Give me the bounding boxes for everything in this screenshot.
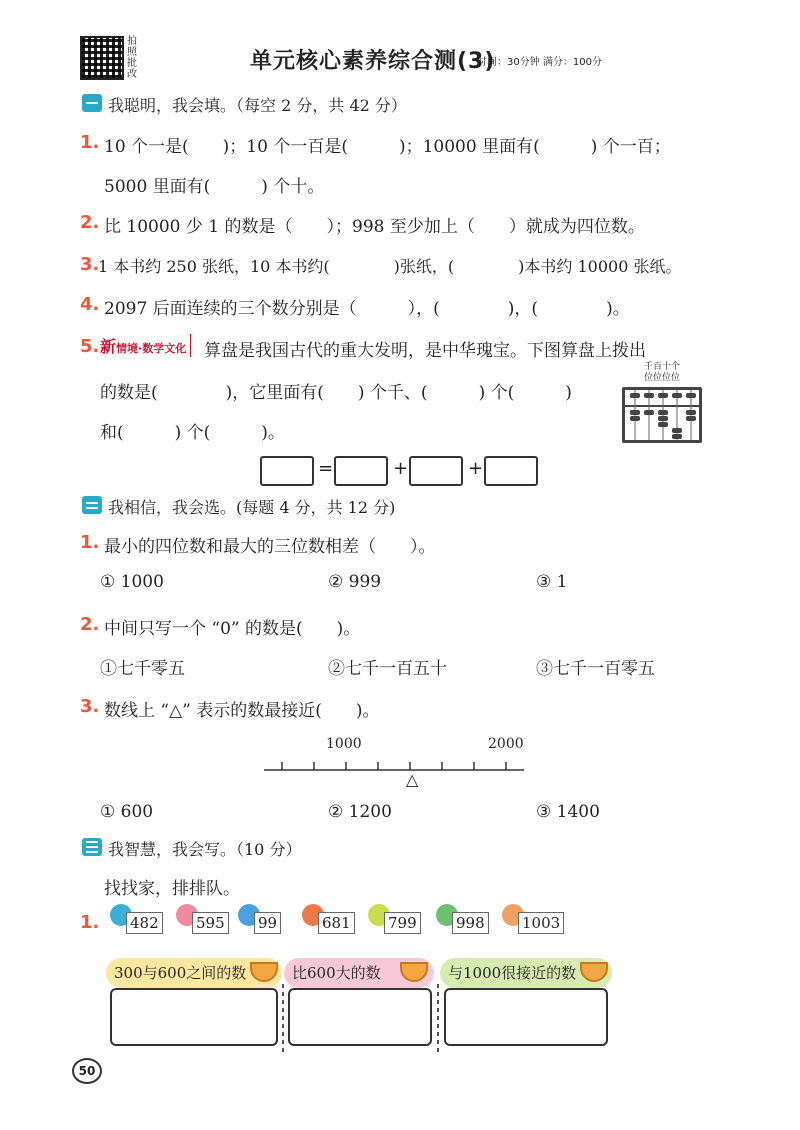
question-3: 1 本书约 250 张纸，10 本书约( )张纸，( )本书约 10000 张纸。 xyxy=(98,257,682,276)
divider xyxy=(282,982,284,1052)
bowl-icon xyxy=(400,962,428,982)
question-number: 2. xyxy=(80,614,100,635)
option-b[interactable]: ②七千一百五十 xyxy=(328,659,447,679)
abacus-place-label: 千百十个位位位位 xyxy=(643,362,680,383)
answer-box-part-1[interactable] xyxy=(334,456,388,486)
abacus-drawing xyxy=(625,390,699,440)
option-b[interactable]: ② 999 xyxy=(328,572,382,592)
equals-sign: = xyxy=(318,458,334,479)
answer-box-300-600[interactable] xyxy=(110,988,278,1046)
choice-question-1: 最小的四位数和最大的三位数相差（ ）。 xyxy=(104,537,436,557)
abacus-image xyxy=(622,387,702,443)
tick-label-2000: 2000 xyxy=(488,736,524,752)
number-card: 1003 xyxy=(518,912,564,934)
choice-question-3: 数线上 “△” 表示的数最接近( )。 xyxy=(104,701,380,721)
question-number: 1. xyxy=(80,132,100,153)
number-card: 799 xyxy=(384,912,421,934)
section-three-heading: 我智慧，我会写。（10 分） xyxy=(108,840,302,859)
question-number: 3. xyxy=(80,696,100,717)
question-number: 1. xyxy=(80,912,100,933)
question-number: 5. xyxy=(80,336,100,357)
option-b[interactable]: ② 1200 xyxy=(328,802,392,822)
option-a[interactable]: ① 1000 xyxy=(100,572,164,592)
number-card: 482 xyxy=(126,912,163,934)
category-label: 比600大的数 xyxy=(292,964,381,982)
answer-box-over-600[interactable] xyxy=(288,988,432,1046)
choice-question-2: 中间只写一个 “0” 的数是( )。 xyxy=(104,619,361,639)
new-context-tag xyxy=(100,334,197,357)
question-1-line-2: 5000 里面有( ) 个十。 xyxy=(104,177,325,197)
question-5-line-3: 和( ) 个( )。 xyxy=(100,423,285,443)
number-card: 595 xyxy=(192,912,229,934)
number-card: 998 xyxy=(452,912,489,934)
section-one-heading: 我聪明，我会填。（每空 2 分，共 42 分） xyxy=(108,96,407,115)
question-1-line-1: 10 个一是( )；10 个一百是( )；10000 里面有( ) 个一百； xyxy=(104,137,671,157)
option-c[interactable]: ③ 1400 xyxy=(536,802,600,822)
question-5-line-1: 算盘是我国古代的重大发明，是中华瑰宝。下图算盘上拨出 xyxy=(204,341,646,361)
triangle-marker: △ xyxy=(406,770,419,789)
tick-label-1000: 1000 xyxy=(326,736,362,752)
qr-code xyxy=(80,36,124,80)
test-meta: 时间：30分钟 满分：100分 xyxy=(477,57,602,68)
tag-label: 情境·数学文化 xyxy=(116,342,187,355)
section-two-icon xyxy=(82,496,102,514)
answer-box-total[interactable] xyxy=(260,456,314,486)
section-one-icon xyxy=(82,94,102,112)
qr-caption: 拍照批改 xyxy=(127,36,137,80)
option-a[interactable]: ① 600 xyxy=(100,802,154,822)
question-number: 2. xyxy=(80,212,100,233)
option-c[interactable]: ③七千一百零五 xyxy=(536,659,655,679)
answer-box-near-1000[interactable] xyxy=(444,988,608,1046)
category-header-300-600 xyxy=(106,958,282,988)
number-line-axis xyxy=(264,756,524,796)
divider xyxy=(437,982,439,1052)
answer-box-part-2[interactable] xyxy=(409,456,463,486)
category-header-over-600 xyxy=(284,958,434,988)
answer-box-part-3[interactable] xyxy=(484,456,538,486)
question-number: 3. xyxy=(80,254,100,275)
plus-sign: + xyxy=(393,458,409,479)
bowl-icon xyxy=(250,962,278,982)
bird-card[interactable] xyxy=(500,904,580,936)
page-number: 50 xyxy=(72,1058,102,1084)
bowl-icon xyxy=(580,962,608,982)
number-line xyxy=(264,736,524,796)
question-number: 1. xyxy=(80,532,100,553)
option-c[interactable]: ③ 1 xyxy=(536,572,568,592)
section-three-icon xyxy=(82,838,102,856)
category-label: 300与600之间的数 xyxy=(114,964,247,982)
question-4: 2097 后面连续的三个数分别是（ ），( )，( )。 xyxy=(104,299,630,319)
tag-new: 新 xyxy=(100,337,117,356)
section-two-heading: 我相信，我会选。(每题 4 分，共 12 分) xyxy=(108,498,396,517)
category-label: 与1000很接近的数 xyxy=(448,964,577,982)
option-a[interactable]: ①七千零五 xyxy=(100,659,185,679)
number-card: 99 xyxy=(254,912,281,934)
category-header-near-1000 xyxy=(440,958,612,988)
plus-sign: + xyxy=(468,458,484,479)
question-number: 4. xyxy=(80,294,100,315)
question-5-line-2: 的数是( )，它里面有( ) 个千、( ) 个( ) xyxy=(100,383,572,403)
instruction: 找找家，排排队。 xyxy=(104,879,240,899)
question-2: 比 10000 少 1 的数是（ ）；998 至少加上（ ）就成为四位数。 xyxy=(104,217,645,237)
page-title: 单元核心素养综合测(3) xyxy=(250,49,496,74)
number-card: 681 xyxy=(318,912,355,934)
